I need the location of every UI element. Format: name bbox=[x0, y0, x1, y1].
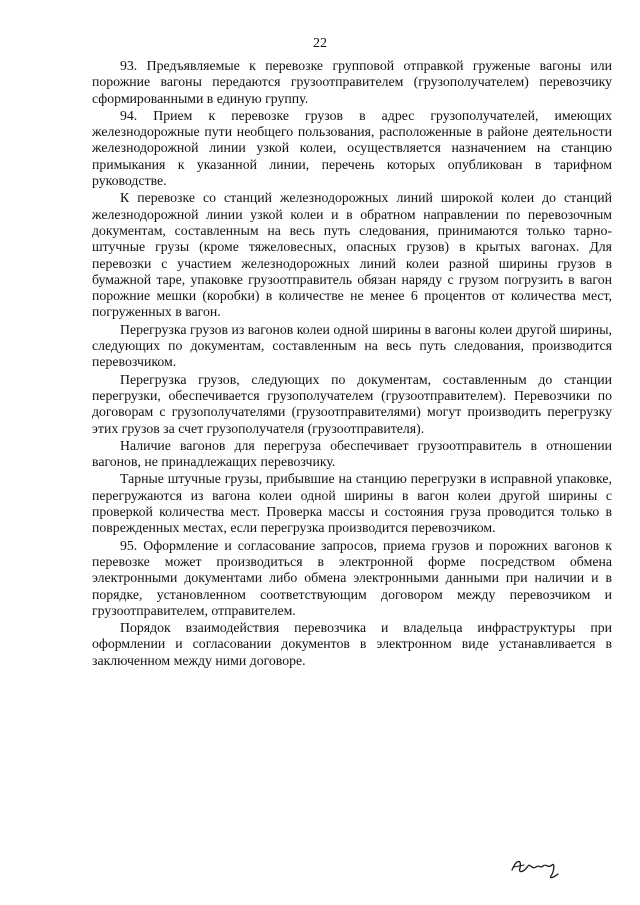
handwritten-signature bbox=[508, 850, 568, 880]
paragraph-93: 93. Предъявляемые к перевозке групповой отправкой груженые вагоны или порожние вагоны передаются грузоотправителем (грузополучателем) перевозчику сформированными в единую группу. bbox=[92, 58, 612, 106]
paragraph-electronic-interaction: Порядок взаимодействия перевозчика и владельца инфраструктуры при оформлении и согласовании документов в электронном виде устанавливается в заключенном между ними договоре. bbox=[92, 620, 612, 668]
paragraph-94: 94. Прием к перевозке грузов в адрес грузополучателей, имеющих железнодорожные пути необщего пользования, расположенные в районе деятельности железнодорожной линии узкой колеи, осуществляется назначением на станцию примыкания к указанной линии, перечень которых опубликован в тарифном руководстве. bbox=[92, 107, 612, 189]
paragraph-transshipment-by-carrier: Перегрузка грузов из вагонов колеи одной ширины в вагоны колеи другой ширины, следующих по документам, составленным на весь путь следования, производится перевозчиком. bbox=[92, 321, 612, 370]
page-number: 22 bbox=[313, 36, 327, 51]
paragraph-95: 95. Оформление и согласование запросов, приема грузов и порожних вагонов к перевозке может производиться в электронной форме посредством обмена электронными документами либо обмена электронными данными при наличии и в порядке, установленном соответствующим договором между перевозчиком и грузоотправителем, отправителем. bbox=[92, 537, 612, 618]
paragraph-broad-to-narrow-gauge: К перевозке со станций железнодорожных линий широкой колеи до станций железнодорожной линии узкой колеи и в обратном направлении по перевозочным документам, составленным на весь путь следования, принимаются только тарно-штучные грузы (кроме тяжеловесных, опасных грузов) в крытых вагонах. Для перевозки с участием железнодорожных линий колеи разной ширины грузов в бумажной таре, упаковке грузоотправитель обязан наряду с грузом погрузить в вагон порожние мешки (коробки) в количестве не менее 6 процентов от количества мест, погруженных в вагон. bbox=[92, 190, 612, 320]
document-body bbox=[92, 58, 612, 670]
paragraph-wagon-availability: Наличие вагонов для перегруза обеспечивает грузоотправитель в отношении вагонов, не принадлежащих перевозчику. bbox=[92, 437, 612, 470]
paragraph-transshipment-by-consignee: Перегрузка грузов, следующих по документам, составленным до станции перегрузки, обеспечивается грузополучателем (грузоотправителем). Перевозчики по договорам с грузополучателями (грузоотправителями) могут производить перегрузку этих грузов за счет грузополучателя (грузоотправителя). bbox=[92, 371, 612, 436]
paragraph-packaged-goods: Тарные штучные грузы, прибывшие на станцию перегрузки в исправной упаковке, перегружаются из вагона колеи одной ширины в вагон колеи другой ширины с проверкой количества мест. Проверка массы и состояния груза проводится только в поврежденных местах, если перегрузка производится перевозчиком. bbox=[92, 471, 612, 536]
